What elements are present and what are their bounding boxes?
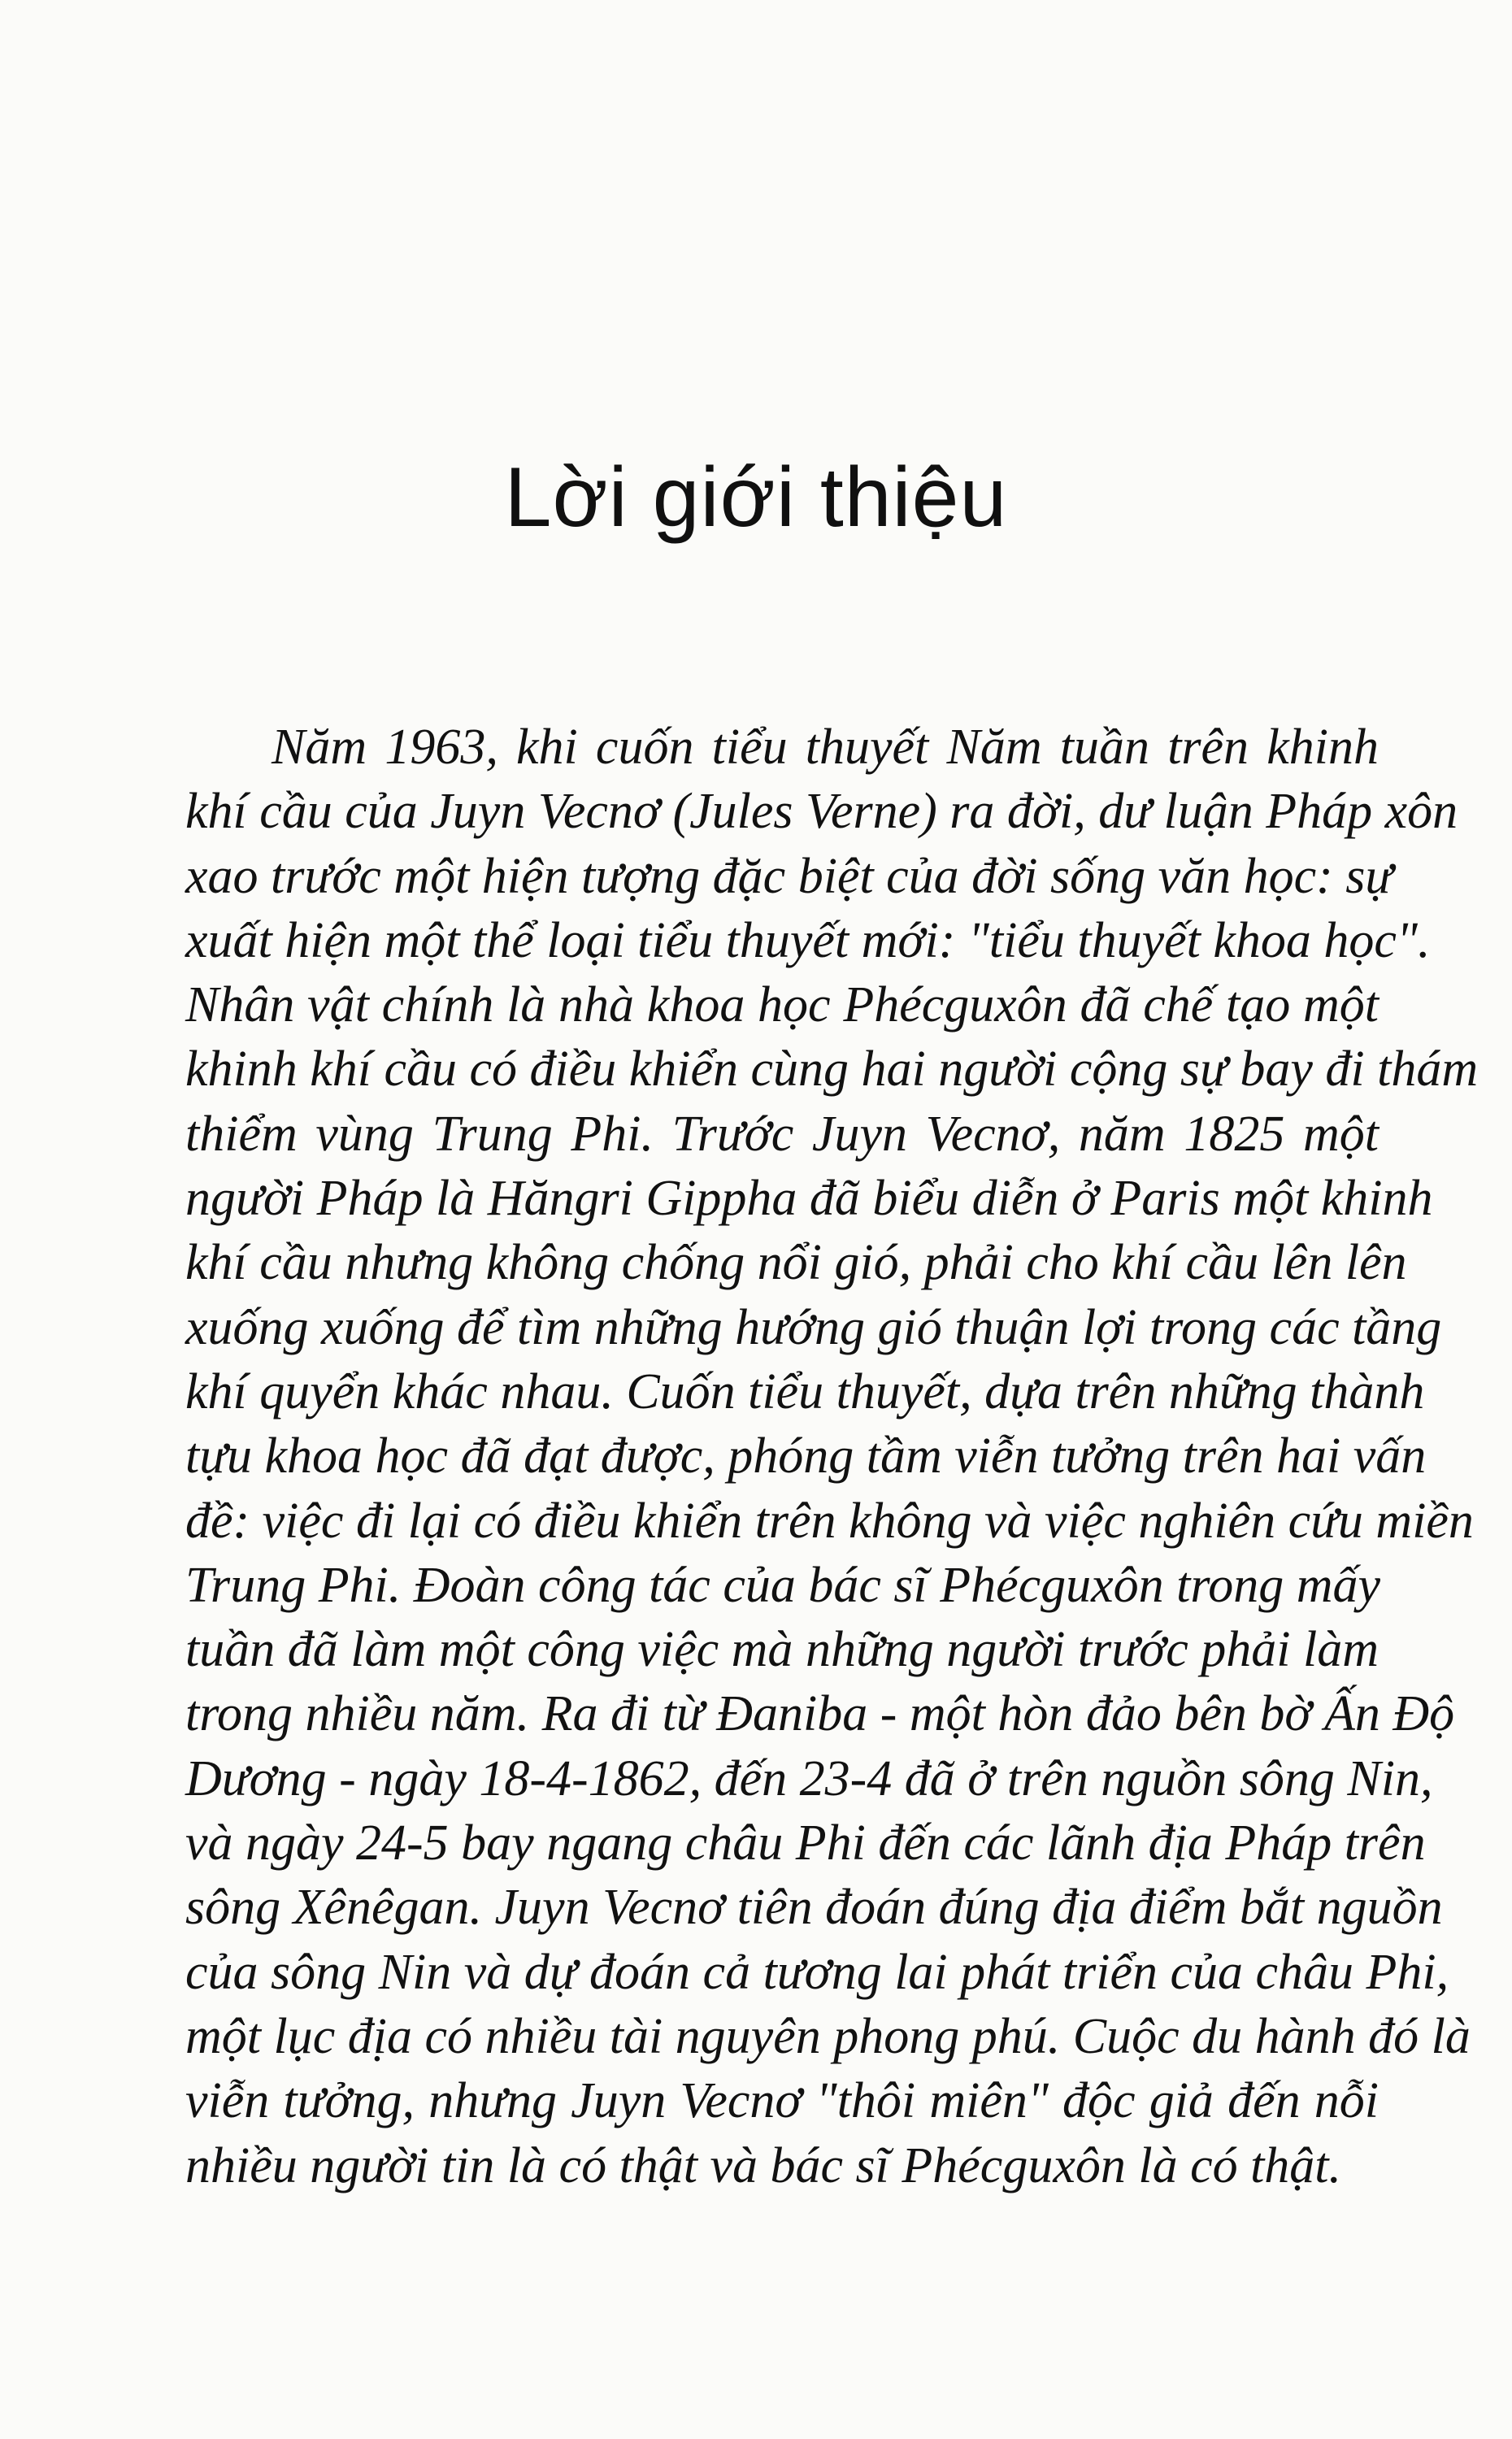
text-line: viễn tưởng, nhưng Juyn Vecnơ "thôi miên" độc giả đến nỗi [185, 2073, 1379, 2129]
text-line: trong nhiều năm. Ra đi từ Đaniba - một hòn đảo bên bờ Ấn Độ [185, 1686, 1455, 1742]
text-line: xuống xuống để tìm những hướng gió thuận lợi trong các tầng [185, 1299, 1442, 1355]
intro-paragraph [185, 715, 1479, 2198]
text-line: của sông Nin và dự đoán cả tương lai phát triển của châu Phi, [185, 1944, 1449, 2000]
text-line: khí quyển khác nhau. Cuốn tiểu thuyết, dựa trên những thành [185, 1363, 1425, 1419]
text-line: một lục địa có nhiều tài nguyên phong phú. Cuộc du hành đó là [185, 2008, 1471, 2064]
text-line: khinh khí cầu có điều khiển cùng hai người cộng sự bay đi thám [185, 1041, 1479, 1098]
text-line: tựu khoa học đã đạt được, phóng tầm viễn tưởng trên hai vấn [185, 1428, 1427, 1485]
text-line: Nhân vật chính là nhà khoa học Phécguxôn đã chế tạo một [185, 977, 1379, 1033]
text-line: xuất hiện một thể loại tiểu thuyết mới: "tiểu thuyết khoa học". [185, 912, 1431, 968]
text-line: thiểm vùng Trung Phi. Trước Juyn Vecnơ, năm 1825 một [185, 1106, 1379, 1162]
page-title: Lời giới thiệu [504, 450, 1008, 545]
text-line: Trung Phi. Đoàn công tác của bác sĩ Phécguxôn trong mấy [185, 1557, 1380, 1613]
text-line: sông Xênêgan. Juyn Vecnơ tiên đoán đúng địa điểm bắt nguồn [185, 1880, 1443, 1936]
text-line: và ngày 24-5 bay ngang châu Phi đến các lãnh địa Pháp trên [185, 1815, 1426, 1872]
text-line: người Pháp là Hăngri Gippha đã biểu diễn ở Paris một khinh [185, 1171, 1433, 1227]
text-line: khí cầu nhưng không chống nổi gió, phải cho khí cầu lên lên [185, 1235, 1407, 1291]
text-line: Dương - ngày 18-4-1862, đến 23-4 đã ở trên nguồn sông Nin, [185, 1750, 1433, 1806]
text-line: Năm 1963, khi cuốn tiểu thuyết Năm tuần trên khinh [272, 720, 1379, 775]
text-line: đề: việc đi lại có điều khiển trên không và việc nghiên cứu miền [185, 1493, 1474, 1549]
text-line: khí cầu của Juyn Vecnơ (Jules Verne) ra đời, dư luận Pháp xôn [185, 784, 1458, 840]
text-line: xao trước một hiện tượng đặc biệt của đời sống văn học: sự [185, 848, 1393, 904]
text-line: tuần đã làm một công việc mà những người trước phải làm [185, 1622, 1379, 1678]
text-line: nhiều người tin là có thật và bác sĩ Phécguxôn là có thật. [185, 2137, 1342, 2193]
